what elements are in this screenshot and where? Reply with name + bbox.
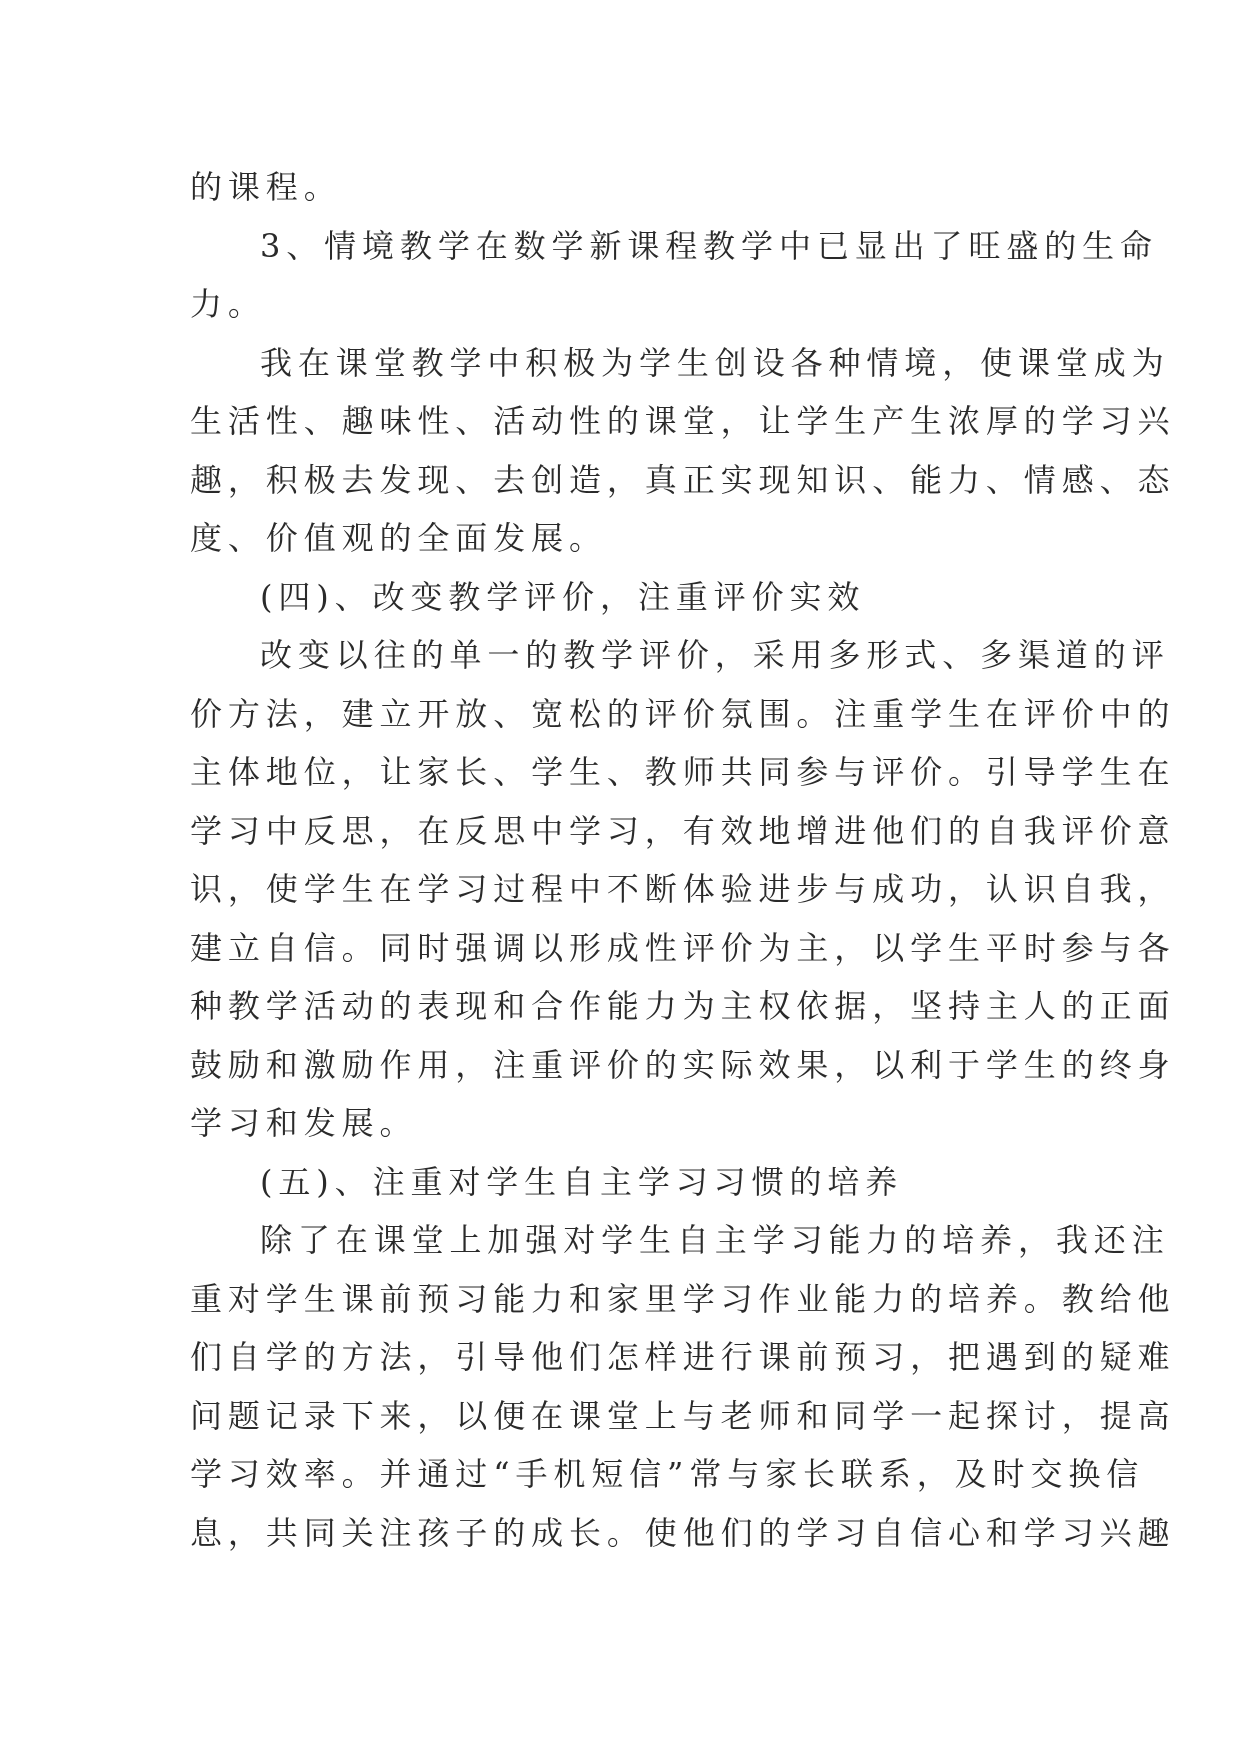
text-line: 息，共同关注孩子的成长。使他们的学习自信心和学习兴趣 <box>190 1513 1176 1552</box>
text-line: 度、价值观的全面发展。 <box>190 519 607 557</box>
text-line: 生活性、趣味性、活动性的课堂，让学生产生浓厚的学习兴 <box>190 402 1176 440</box>
text-line: 问题记录下来，以便在课堂上与老师和同学一起探讨，提高 <box>190 1396 1176 1435</box>
text-line: 除了在课堂上加强对学生自主学习能力的培养，我还注 <box>260 1221 1170 1259</box>
text-line: 学习效率。并通过“手机短信”常与家长联系，及时交换信 <box>190 1455 1145 1493</box>
text-line: 鼓励和激励作用，注重评价的实际效果，以利于学生的终身 <box>190 1045 1176 1084</box>
text-line: 们自学的方法，引导他们怎样进行课前预习，把遇到的疑难 <box>190 1338 1176 1376</box>
text-line: 学习和发展。 <box>190 1104 418 1142</box>
text-line: 趣，积极去发现、去创造，真正实现知识、能力、情感、态 <box>190 460 1176 499</box>
section-heading: (五)、注重对学生自主学习习惯的培养 <box>260 1162 904 1201</box>
text-line: 建立自信。同时强调以形成性评价为主，以学生平时参与各 <box>190 928 1176 967</box>
text-line: 力。 <box>190 285 266 323</box>
body-text <box>190 158 1176 1562</box>
text-line: 重对学生课前预习能力和家里学习作业能力的培养。教给他 <box>190 1279 1176 1318</box>
section-heading: (四)、改变教学评价，注重评价实效 <box>260 577 866 616</box>
text-line: 的课程。 <box>190 168 342 206</box>
text-line: 改变以往的单一的教学评价，采用多形式、多渠道的评 <box>260 636 1170 674</box>
text-line: 种教学活动的表现和合作能力为主权依据，坚持主人的正面 <box>190 987 1176 1025</box>
text-line: 学习中反思，在反思中学习，有效地增进他们的自我评价意 <box>190 811 1176 850</box>
text-line: 主体地位，让家长、学生、教师共同参与评价。引导学生在 <box>190 753 1176 791</box>
text-line: 识，使学生在学习过程中不断体验进步与成功，认识自我， <box>190 870 1176 908</box>
text-line: 我在课堂教学中积极为学生创设各种情境，使课堂成为 <box>260 343 1170 382</box>
text-line: 3、情境教学在数学新课程教学中已显出了旺盛的生命 <box>260 226 1158 265</box>
text-line: 价方法，建立开放、宽松的评价氛围。注重学生在评价中的 <box>190 694 1176 733</box>
